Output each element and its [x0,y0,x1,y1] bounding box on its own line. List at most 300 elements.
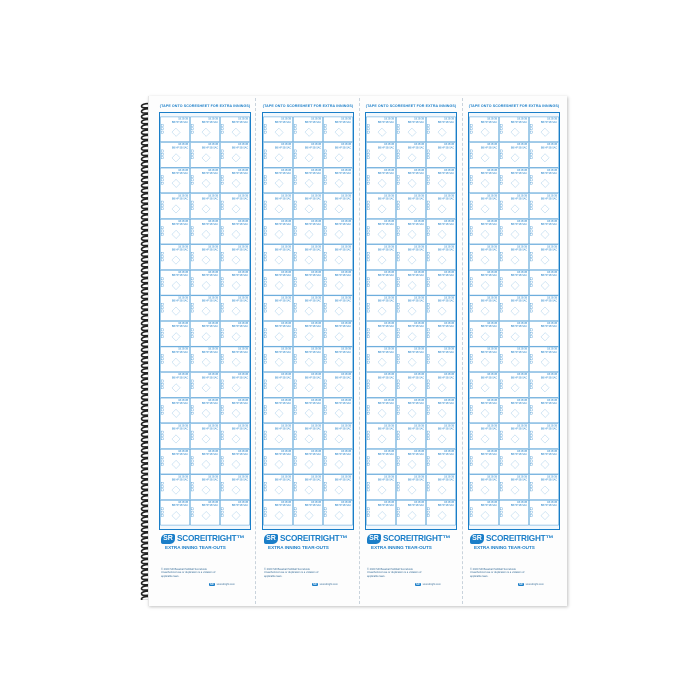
cell-label: BB HP SB SAC [201,377,219,380]
at-bat-cell [263,321,292,346]
cell-label: 1B 2B 3B [414,272,425,275]
at-bat-cell [190,500,219,525]
cell-label: BB HP SB SAC [510,300,528,303]
at-bat-cell [263,194,292,219]
cell-label: 1B 2B 3B [238,118,249,121]
at-bat-cell [160,296,189,321]
inning-grid [468,112,560,530]
at-bat-cell [190,398,219,423]
at-bat-cell [220,296,249,321]
cell-label: 1B 2B 3B [517,425,528,428]
cell-label: 1B 2B 3B [311,272,322,275]
cell-label: 1B 2B 3B [414,374,425,377]
cell-label: 1B 2B 3B [384,246,395,249]
inning-grid [365,112,457,530]
cell-label: BB HP SB SAC [437,224,455,227]
at-bat-cell [160,168,189,193]
cell-label: 1B 2B 3B [384,220,395,223]
cell-label: 1B 2B 3B [547,246,558,249]
at-bat-cell [426,321,455,346]
cell-label: 1B 2B 3B [341,169,352,172]
at-bat-cell [469,398,498,423]
cell-label: BB HP SB SAC [510,505,528,508]
cell-label: BB HP SB SAC [540,147,558,150]
at-bat-cell [366,296,395,321]
at-bat-cell [293,245,322,270]
brand-subtitle: EXTRA INNING TEAR-OUTS [371,545,432,550]
cell-label: 1B 2B 3B [311,220,322,223]
cell-label: 1B 2B 3B [281,323,292,326]
cell-label: 1B 2B 3B [517,297,528,300]
cell-label: BB HP SB SAC [171,121,189,124]
footer-website [209,583,251,586]
at-bat-cell [190,117,219,142]
cell-label: 1B 2B 3B [238,425,249,428]
cell-label: 1B 2B 3B [208,118,219,121]
cell-label: 1B 2B 3B [281,425,292,428]
at-bat-cell [529,321,558,346]
cell-label: BB HP SB SAC [231,377,249,380]
cell-label: BB HP SB SAC [540,428,558,431]
at-bat-cell [529,424,558,449]
cell-label: BB HP SB SAC [437,479,455,482]
at-bat-cell [426,142,455,167]
at-bat-cell [323,245,352,270]
cell-label: BB HP SB SAC [437,275,455,278]
cell-label: BB HP SB SAC [201,198,219,201]
at-bat-cell [529,296,558,321]
cell-label: BB HP SB SAC [304,300,322,303]
at-bat-cell [366,270,395,295]
cell-label: BB HP SB SAC [171,147,189,150]
at-bat-cell [366,398,395,423]
at-bat-cell [323,142,352,167]
cell-label: BB HP SB SAC [480,402,498,405]
tear-out-strip[interactable] [157,102,253,600]
cell-label: 1B 2B 3B [178,118,189,121]
at-bat-cell [323,270,352,295]
cell-label: 1B 2B 3B [384,348,395,351]
at-bat-cell [396,296,425,321]
cell-label: 1B 2B 3B [414,297,425,300]
cell-label: BB HP SB SAC [201,428,219,431]
cell-label: 1B 2B 3B [311,144,322,147]
at-bat-cell [160,219,189,244]
at-bat-cell [263,117,292,142]
cell-label: BB HP SB SAC [334,454,352,457]
cell-label: 1B 2B 3B [547,272,558,275]
at-bat-cell [220,373,249,398]
tear-out-strip[interactable] [260,102,356,600]
tape-instruction: (TAPE ONTO SCORESHEET FOR EXTRA INNINGS) [365,104,457,108]
cell-label: 1B 2B 3B [444,374,455,377]
mini-logo: SR [210,583,214,586]
at-bat-cell [220,219,249,244]
at-bat-cell [220,117,249,142]
cell-label: BB HP SB SAC [540,121,558,124]
cell-label: 1B 2B 3B [547,399,558,402]
cell-label: 1B 2B 3B [487,374,498,377]
cell-label: BB HP SB SAC [480,479,498,482]
cell-label: 1B 2B 3B [384,297,395,300]
cell-label: 1B 2B 3B [547,169,558,172]
cell-label: 1B 2B 3B [414,476,425,479]
cell-label: BB HP SB SAC [437,377,455,380]
cell-label: 1B 2B 3B [311,450,322,453]
cell-label: BB HP SB SAC [437,351,455,354]
cell-label: BB HP SB SAC [334,275,352,278]
cell-label: 1B 2B 3B [238,144,249,147]
cell-label: 1B 2B 3B [311,502,322,505]
at-bat-cell [426,424,455,449]
at-bat-cell [190,449,219,474]
cell-label: BB HP SB SAC [510,198,528,201]
at-bat-cell [396,449,425,474]
cell-label: 1B 2B 3B [281,220,292,223]
at-bat-cell [426,117,455,142]
cell-label: 1B 2B 3B [384,502,395,505]
cell-label: 1B 2B 3B [444,272,455,275]
cell-label: BB HP SB SAC [201,172,219,175]
cell-label: 1B 2B 3B [208,502,219,505]
cell-label: BB HP SB SAC [231,351,249,354]
at-bat-cell [323,500,352,525]
cell-label: BB HP SB SAC [231,121,249,124]
at-bat-cell [426,194,455,219]
cell-label: BB HP SB SAC [334,147,352,150]
cell-label: BB HP SB SAC [274,454,292,457]
cell-label: 1B 2B 3B [311,118,322,121]
cell-label: 1B 2B 3B [208,374,219,377]
cell-label: 1B 2B 3B [341,195,352,198]
at-bat-cell [160,321,189,346]
tear-out-strip[interactable] [466,102,562,600]
at-bat-cell [469,373,498,398]
cell-label: 1B 2B 3B [487,348,498,351]
at-bat-cell [263,373,292,398]
cell-label: 1B 2B 3B [547,450,558,453]
cell-label: 1B 2B 3B [547,195,558,198]
cell-label: 1B 2B 3B [517,246,528,249]
at-bat-cell [529,245,558,270]
cell-label: BB HP SB SAC [480,275,498,278]
cell-label: BB HP SB SAC [231,479,249,482]
cell-label: BB HP SB SAC [231,249,249,252]
cell-label: 1B 2B 3B [517,169,528,172]
cell-label: BB HP SB SAC [377,249,395,252]
cell-label: BB HP SB SAC [407,454,425,457]
at-bat-cell [190,194,219,219]
at-bat-cell [469,449,498,474]
cell-label: 1B 2B 3B [281,169,292,172]
cell-label: BB HP SB SAC [171,479,189,482]
cell-label: 1B 2B 3B [517,374,528,377]
perforation-line [462,98,463,604]
cell-label: BB HP SB SAC [407,479,425,482]
at-bat-cell [190,296,219,321]
cell-label: BB HP SB SAC [540,351,558,354]
copyright-line: Unauthorized use or duplication is a violation of [367,571,422,575]
cell-label: BB HP SB SAC [274,275,292,278]
cell-label: 1B 2B 3B [487,272,498,275]
cell-label: BB HP SB SAC [334,326,352,329]
cell-label: 1B 2B 3B [444,144,455,147]
cell-label: 1B 2B 3B [384,476,395,479]
cell-label: 1B 2B 3B [517,118,528,121]
cell-label: BB HP SB SAC [334,172,352,175]
at-bat-cell [220,168,249,193]
at-bat-cell [220,194,249,219]
logo-mark: SR [264,534,278,544]
cell-label: 1B 2B 3B [487,220,498,223]
cell-label: BB HP SB SAC [334,428,352,431]
at-bat-cell [469,500,498,525]
cell-label: 1B 2B 3B [384,118,395,121]
cell-label: BB HP SB SAC [480,121,498,124]
cell-label: 1B 2B 3B [208,450,219,453]
cell-label: 1B 2B 3B [341,450,352,453]
at-bat-cell [529,194,558,219]
at-bat-cell [499,449,528,474]
at-bat-cell [396,142,425,167]
website-text: scoreitright.com [319,583,338,586]
at-bat-cell [396,424,425,449]
at-bat-cell [263,296,292,321]
cell-label: 1B 2B 3B [547,348,558,351]
cell-label: 1B 2B 3B [487,502,498,505]
cell-label: 1B 2B 3B [311,425,322,428]
cell-label: 1B 2B 3B [208,297,219,300]
at-bat-cell [366,168,395,193]
cell-label: 1B 2B 3B [517,220,528,223]
cell-label: 1B 2B 3B [341,272,352,275]
footer-website [312,583,354,586]
cell-label: 1B 2B 3B [178,476,189,479]
at-bat-cell [190,245,219,270]
cell-label: BB HP SB SAC [437,172,455,175]
cell-label: 1B 2B 3B [208,323,219,326]
cell-label: BB HP SB SAC [231,454,249,457]
cell-label: BB HP SB SAC [304,351,322,354]
at-bat-cell [426,373,455,398]
cell-label: 1B 2B 3B [341,425,352,428]
at-bat-cell [220,449,249,474]
cell-label: 1B 2B 3B [281,374,292,377]
cell-label: BB HP SB SAC [437,454,455,457]
cell-label: BB HP SB SAC [377,326,395,329]
cell-label: 1B 2B 3B [487,246,498,249]
cell-label: BB HP SB SAC [407,300,425,303]
cell-label: BB HP SB SAC [377,198,395,201]
at-bat-cell [160,270,189,295]
cell-label: 1B 2B 3B [517,450,528,453]
cell-label: BB HP SB SAC [377,377,395,380]
cell-label: BB HP SB SAC [304,172,322,175]
brand-subtitle: EXTRA INNING TEAR-OUTS [474,545,535,550]
cell-label: BB HP SB SAC [407,121,425,124]
cell-label: 1B 2B 3B [281,502,292,505]
cell-label: 1B 2B 3B [444,118,455,121]
cell-label: 1B 2B 3B [444,297,455,300]
cell-label: 1B 2B 3B [414,399,425,402]
cell-label: BB HP SB SAC [480,198,498,201]
at-bat-cell [220,142,249,167]
at-bat-cell [293,117,322,142]
cell-label: 1B 2B 3B [341,297,352,300]
cell-label: BB HP SB SAC [437,428,455,431]
inning-grid [159,112,251,530]
cell-label: BB HP SB SAC [437,249,455,252]
at-bat-cell [426,347,455,372]
at-bat-cell [366,321,395,346]
cell-label: 1B 2B 3B [444,450,455,453]
cell-label: BB HP SB SAC [304,275,322,278]
cell-label: 1B 2B 3B [414,323,425,326]
at-bat-cell [263,347,292,372]
cell-label: BB HP SB SAC [334,479,352,482]
at-bat-cell [263,398,292,423]
at-bat-cell [396,194,425,219]
cell-label: BB HP SB SAC [437,402,455,405]
cell-label: 1B 2B 3B [517,476,528,479]
cell-label: BB HP SB SAC [480,224,498,227]
cell-label: 1B 2B 3B [444,399,455,402]
cell-label: 1B 2B 3B [178,246,189,249]
at-bat-cell [293,270,322,295]
at-bat-cell [263,475,292,500]
copyright-line: © 2020 SR Baseball Softball Scorebook [470,568,516,571]
cell-label: BB HP SB SAC [377,275,395,278]
cell-label: BB HP SB SAC [274,505,292,508]
cell-label: 1B 2B 3B [238,169,249,172]
cell-label: 1B 2B 3B [178,272,189,275]
cell-label: BB HP SB SAC [377,505,395,508]
cell-label: 1B 2B 3B [414,195,425,198]
cell-label: 1B 2B 3B [208,195,219,198]
cell-label: BB HP SB SAC [540,326,558,329]
at-bat-cell [396,398,425,423]
cell-label: BB HP SB SAC [201,402,219,405]
cell-label: 1B 2B 3B [178,195,189,198]
cell-label: BB HP SB SAC [510,351,528,354]
at-bat-cell [220,424,249,449]
cell-label: 1B 2B 3B [384,195,395,198]
brand-logo [367,534,459,554]
at-bat-cell [160,117,189,142]
at-bat-cell [293,424,322,449]
cell-label: BB HP SB SAC [171,326,189,329]
cell-label: 1B 2B 3B [341,502,352,505]
at-bat-cell [190,373,219,398]
cell-label: BB HP SB SAC [304,428,322,431]
at-bat-cell [499,347,528,372]
cell-label: 1B 2B 3B [414,169,425,172]
at-bat-cell [323,449,352,474]
cell-label: 1B 2B 3B [341,399,352,402]
cell-label: 1B 2B 3B [281,195,292,198]
at-bat-cell [469,142,498,167]
at-bat-cell [323,373,352,398]
at-bat-cell [160,500,189,525]
cell-label: 1B 2B 3B [487,144,498,147]
cell-label: BB HP SB SAC [407,351,425,354]
cell-label: BB HP SB SAC [304,402,322,405]
at-bat-cell [220,398,249,423]
cell-label: BB HP SB SAC [540,275,558,278]
cell-label: 1B 2B 3B [444,169,455,172]
cell-label: BB HP SB SAC [407,198,425,201]
footer-website [518,583,560,586]
cell-label: 1B 2B 3B [281,399,292,402]
cell-label: 1B 2B 3B [208,425,219,428]
at-bat-cell [366,219,395,244]
cell-label: BB HP SB SAC [480,351,498,354]
cell-label: BB HP SB SAC [334,377,352,380]
at-bat-cell [529,142,558,167]
cell-label: 1B 2B 3B [341,348,352,351]
at-bat-cell [426,245,455,270]
cell-label: 1B 2B 3B [341,246,352,249]
at-bat-cell [220,245,249,270]
at-bat-cell [469,219,498,244]
cell-label: BB HP SB SAC [510,454,528,457]
cell-label: BB HP SB SAC [480,249,498,252]
website-text: scoreitright.com [422,583,441,586]
at-bat-cell [426,219,455,244]
cell-label: 1B 2B 3B [414,450,425,453]
at-bat-cell [220,347,249,372]
cell-label: 1B 2B 3B [208,246,219,249]
cell-label: BB HP SB SAC [231,198,249,201]
cell-label: BB HP SB SAC [274,428,292,431]
at-bat-cell [190,424,219,449]
cell-label: BB HP SB SAC [231,326,249,329]
at-bat-cell [499,219,528,244]
cell-label: BB HP SB SAC [274,479,292,482]
cell-label: BB HP SB SAC [274,224,292,227]
at-bat-cell [426,475,455,500]
at-bat-cell [293,398,322,423]
cell-label: BB HP SB SAC [540,249,558,252]
cell-label: 1B 2B 3B [311,374,322,377]
cell-label: BB HP SB SAC [231,505,249,508]
cell-label: BB HP SB SAC [377,428,395,431]
cell-label: BB HP SB SAC [540,300,558,303]
at-bat-cell [426,296,455,321]
tear-out-strip[interactable] [363,102,459,600]
cell-label: BB HP SB SAC [231,224,249,227]
cell-label: BB HP SB SAC [437,147,455,150]
cell-label: BB HP SB SAC [480,428,498,431]
at-bat-cell [293,321,322,346]
cell-label: BB HP SB SAC [377,300,395,303]
at-bat-cell [396,219,425,244]
at-bat-cell [529,449,558,474]
at-bat-cell [366,142,395,167]
cell-label: 1B 2B 3B [311,246,322,249]
copyright-notice [367,568,427,578]
cell-label: BB HP SB SAC [334,224,352,227]
at-bat-cell [263,449,292,474]
cell-label: 1B 2B 3B [487,323,498,326]
cell-label: BB HP SB SAC [437,121,455,124]
at-bat-cell [263,142,292,167]
at-bat-cell [469,475,498,500]
cell-label: 1B 2B 3B [208,144,219,147]
cell-label: BB HP SB SAC [201,275,219,278]
cell-label: BB HP SB SAC [201,351,219,354]
cell-label: 1B 2B 3B [281,476,292,479]
